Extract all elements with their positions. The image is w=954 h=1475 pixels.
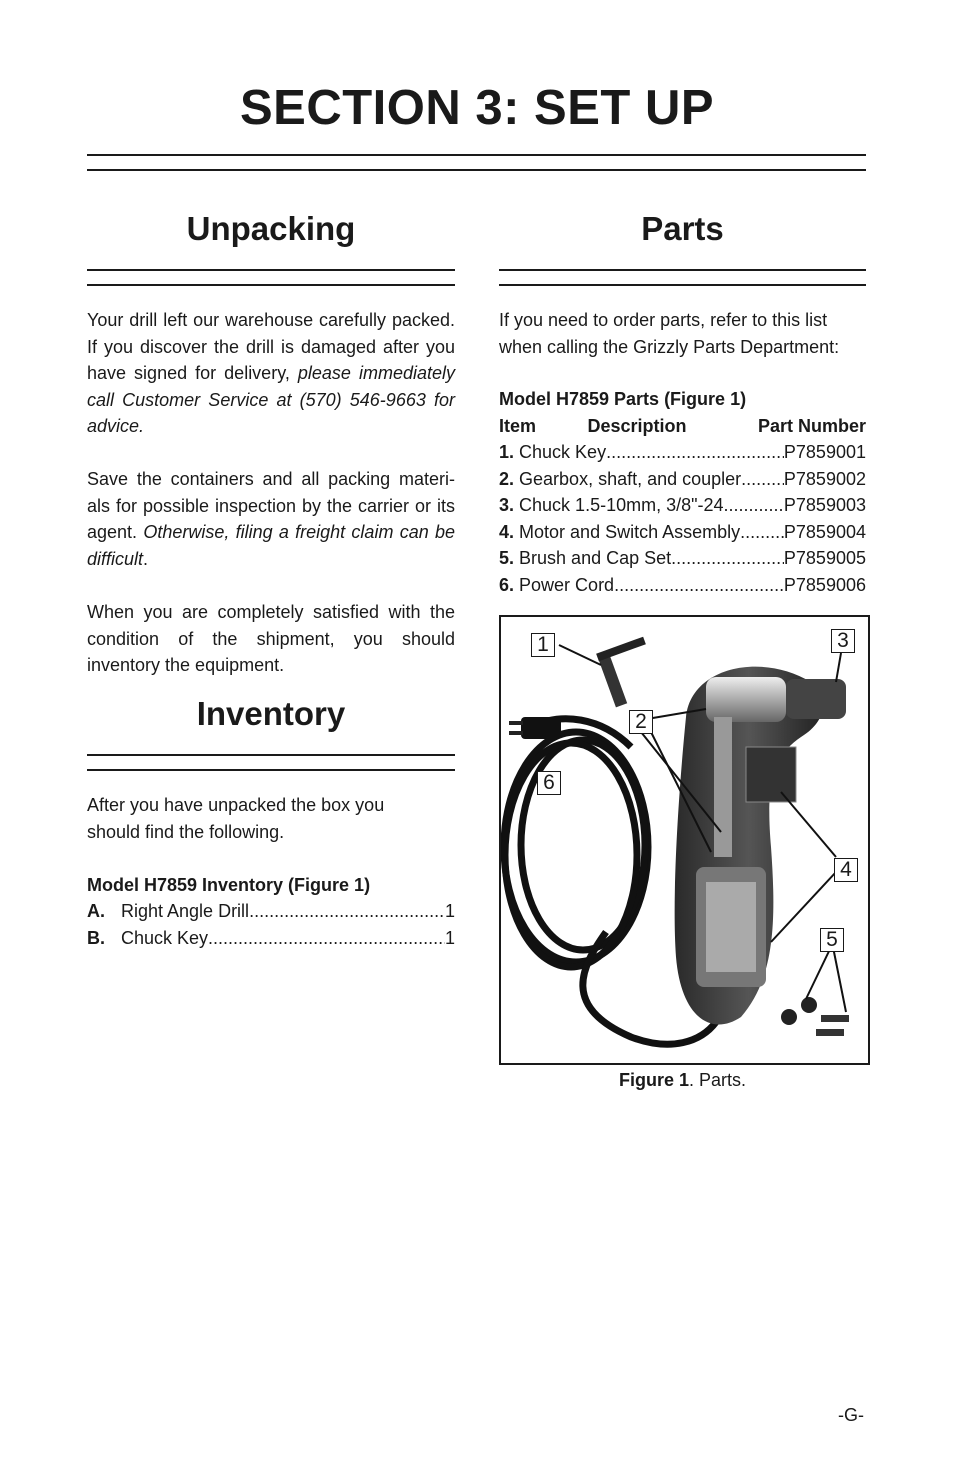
callout-6: 6 — [537, 771, 561, 795]
leader-dots — [741, 466, 784, 493]
parts-row-part: P7859002 — [783, 469, 866, 489]
inventory-item — [87, 898, 455, 925]
chuck-key-graphic — [596, 637, 646, 708]
shaft-graphic — [714, 717, 732, 857]
unpacking-heading: Unpacking — [186, 210, 356, 247]
parts-rule-top — [499, 269, 866, 271]
parts-row-part: P7859001 — [783, 442, 866, 462]
inventory-rule-bottom — [87, 769, 455, 771]
leader-dots — [614, 572, 784, 599]
switch-graphic — [746, 747, 796, 802]
brush-cap-graphic — [781, 1009, 797, 1025]
gearbox-graphic — [706, 677, 786, 722]
parts-row-part: P7859005 — [783, 548, 866, 568]
parts-intro: If you need to order parts, refer to this list when calling the Grizzly Parts Department: — [499, 310, 840, 357]
parts-row-part: P7859003 — [783, 495, 866, 515]
brush-graphic — [821, 1015, 849, 1022]
drill-parts-illustration — [501, 617, 868, 1063]
unpacking-paragraph-3: When you are completely satisfied with the condition of the shipment, you should inventory the equipment. — [87, 602, 455, 675]
parts-row-desc: Gearbox, shaft, and coupler — [519, 469, 742, 489]
parts-row-desc: Power Cord — [519, 575, 615, 595]
title-rule-bottom — [87, 169, 866, 171]
leader-dots — [249, 898, 445, 925]
inventory-heading: Inventory — [196, 695, 346, 732]
parts-row — [499, 492, 866, 519]
parts-row-num: 5. — [499, 548, 515, 568]
leader-dots — [724, 492, 784, 519]
inventory-intro: After you have unpacked the box you should find the following. — [87, 795, 385, 842]
parts-row-num: 4. — [499, 522, 515, 542]
parts-row-num: 3. — [499, 495, 515, 515]
parts-table-header — [499, 413, 866, 440]
leader-dots — [671, 545, 784, 572]
parts-row-num: 2. — [499, 469, 515, 489]
title-rule-top — [87, 154, 866, 156]
parts-row-desc: Chuck 1.5-10mm, 3/8"-24 — [519, 495, 724, 515]
parts-list-title: Model H7859 Parts (Figure 1) — [499, 389, 747, 409]
parts-row — [499, 439, 866, 466]
leader-dots — [208, 925, 445, 952]
parts-row — [499, 466, 866, 493]
parts-row-part: P7859004 — [783, 522, 866, 542]
leader-dots — [606, 439, 784, 466]
callout-4: 4 — [834, 858, 858, 882]
page-number: -G- — [838, 1405, 864, 1425]
inventory-item-label: A. — [87, 901, 105, 921]
brush-cap-graphic — [801, 997, 817, 1013]
inventory-item-label: B. — [87, 928, 105, 948]
parts-row-desc: Brush and Cap Set — [519, 548, 672, 568]
parts-rule-bottom — [499, 284, 866, 286]
col-header-description: Description — [587, 416, 687, 436]
inventory-item-qty: 1 — [444, 901, 455, 921]
parts-heading: Parts — [641, 210, 724, 247]
figure-caption: Figure 1. Parts. — [618, 1070, 747, 1090]
col-header-part-number: Part Number — [757, 416, 866, 436]
unpacking-paragraph-1: Your drill left our warehouse carefully packed. If you discover the drill is damaged after you have signed for delivery, please immediately call Customer Service at (570) 546-9663 for advice. — [87, 310, 455, 436]
inventory-item-qty: 1 — [444, 928, 455, 948]
inventory-list-title: Model H7859 Inventory (Figure 1) — [87, 875, 371, 895]
section-title: SECTION 3: SET UP — [239, 81, 715, 135]
callout-2: 2 — [629, 710, 653, 734]
unpacking-paragraph-2: Save the containers and all packing materi-als for possible inspection by the carrier or its agent. Otherwise, filing a freight claim can be difficult. — [87, 469, 456, 569]
callout-1: 1 — [531, 633, 555, 657]
parts-row-num: 1. — [499, 442, 515, 462]
parts-row — [499, 545, 866, 572]
inventory-rule-top — [87, 754, 455, 756]
col-header-item: Item — [499, 416, 537, 436]
parts-row-num: 6. — [499, 575, 515, 595]
callout-5: 5 — [820, 928, 844, 952]
plug-graphic — [509, 717, 561, 739]
brush-graphic — [816, 1029, 844, 1036]
callout-3: 3 — [831, 629, 855, 653]
unpacking-rule-top — [87, 269, 455, 271]
inventory-item-name: Chuck Key — [121, 928, 209, 948]
parts-row-desc: Motor and Switch Assembly — [519, 522, 741, 542]
parts-row — [499, 519, 866, 546]
parts-row — [499, 572, 866, 599]
chuck-graphic — [786, 679, 846, 719]
figure-parts-photo — [499, 615, 870, 1065]
leader-dots — [740, 519, 784, 546]
inventory-item — [87, 925, 455, 952]
parts-row-part: P7859006 — [783, 575, 866, 595]
unpacking-rule-bottom — [87, 284, 455, 286]
inventory-item-name: Right Angle Drill — [121, 901, 250, 921]
parts-row-desc: Chuck Key — [519, 442, 607, 462]
